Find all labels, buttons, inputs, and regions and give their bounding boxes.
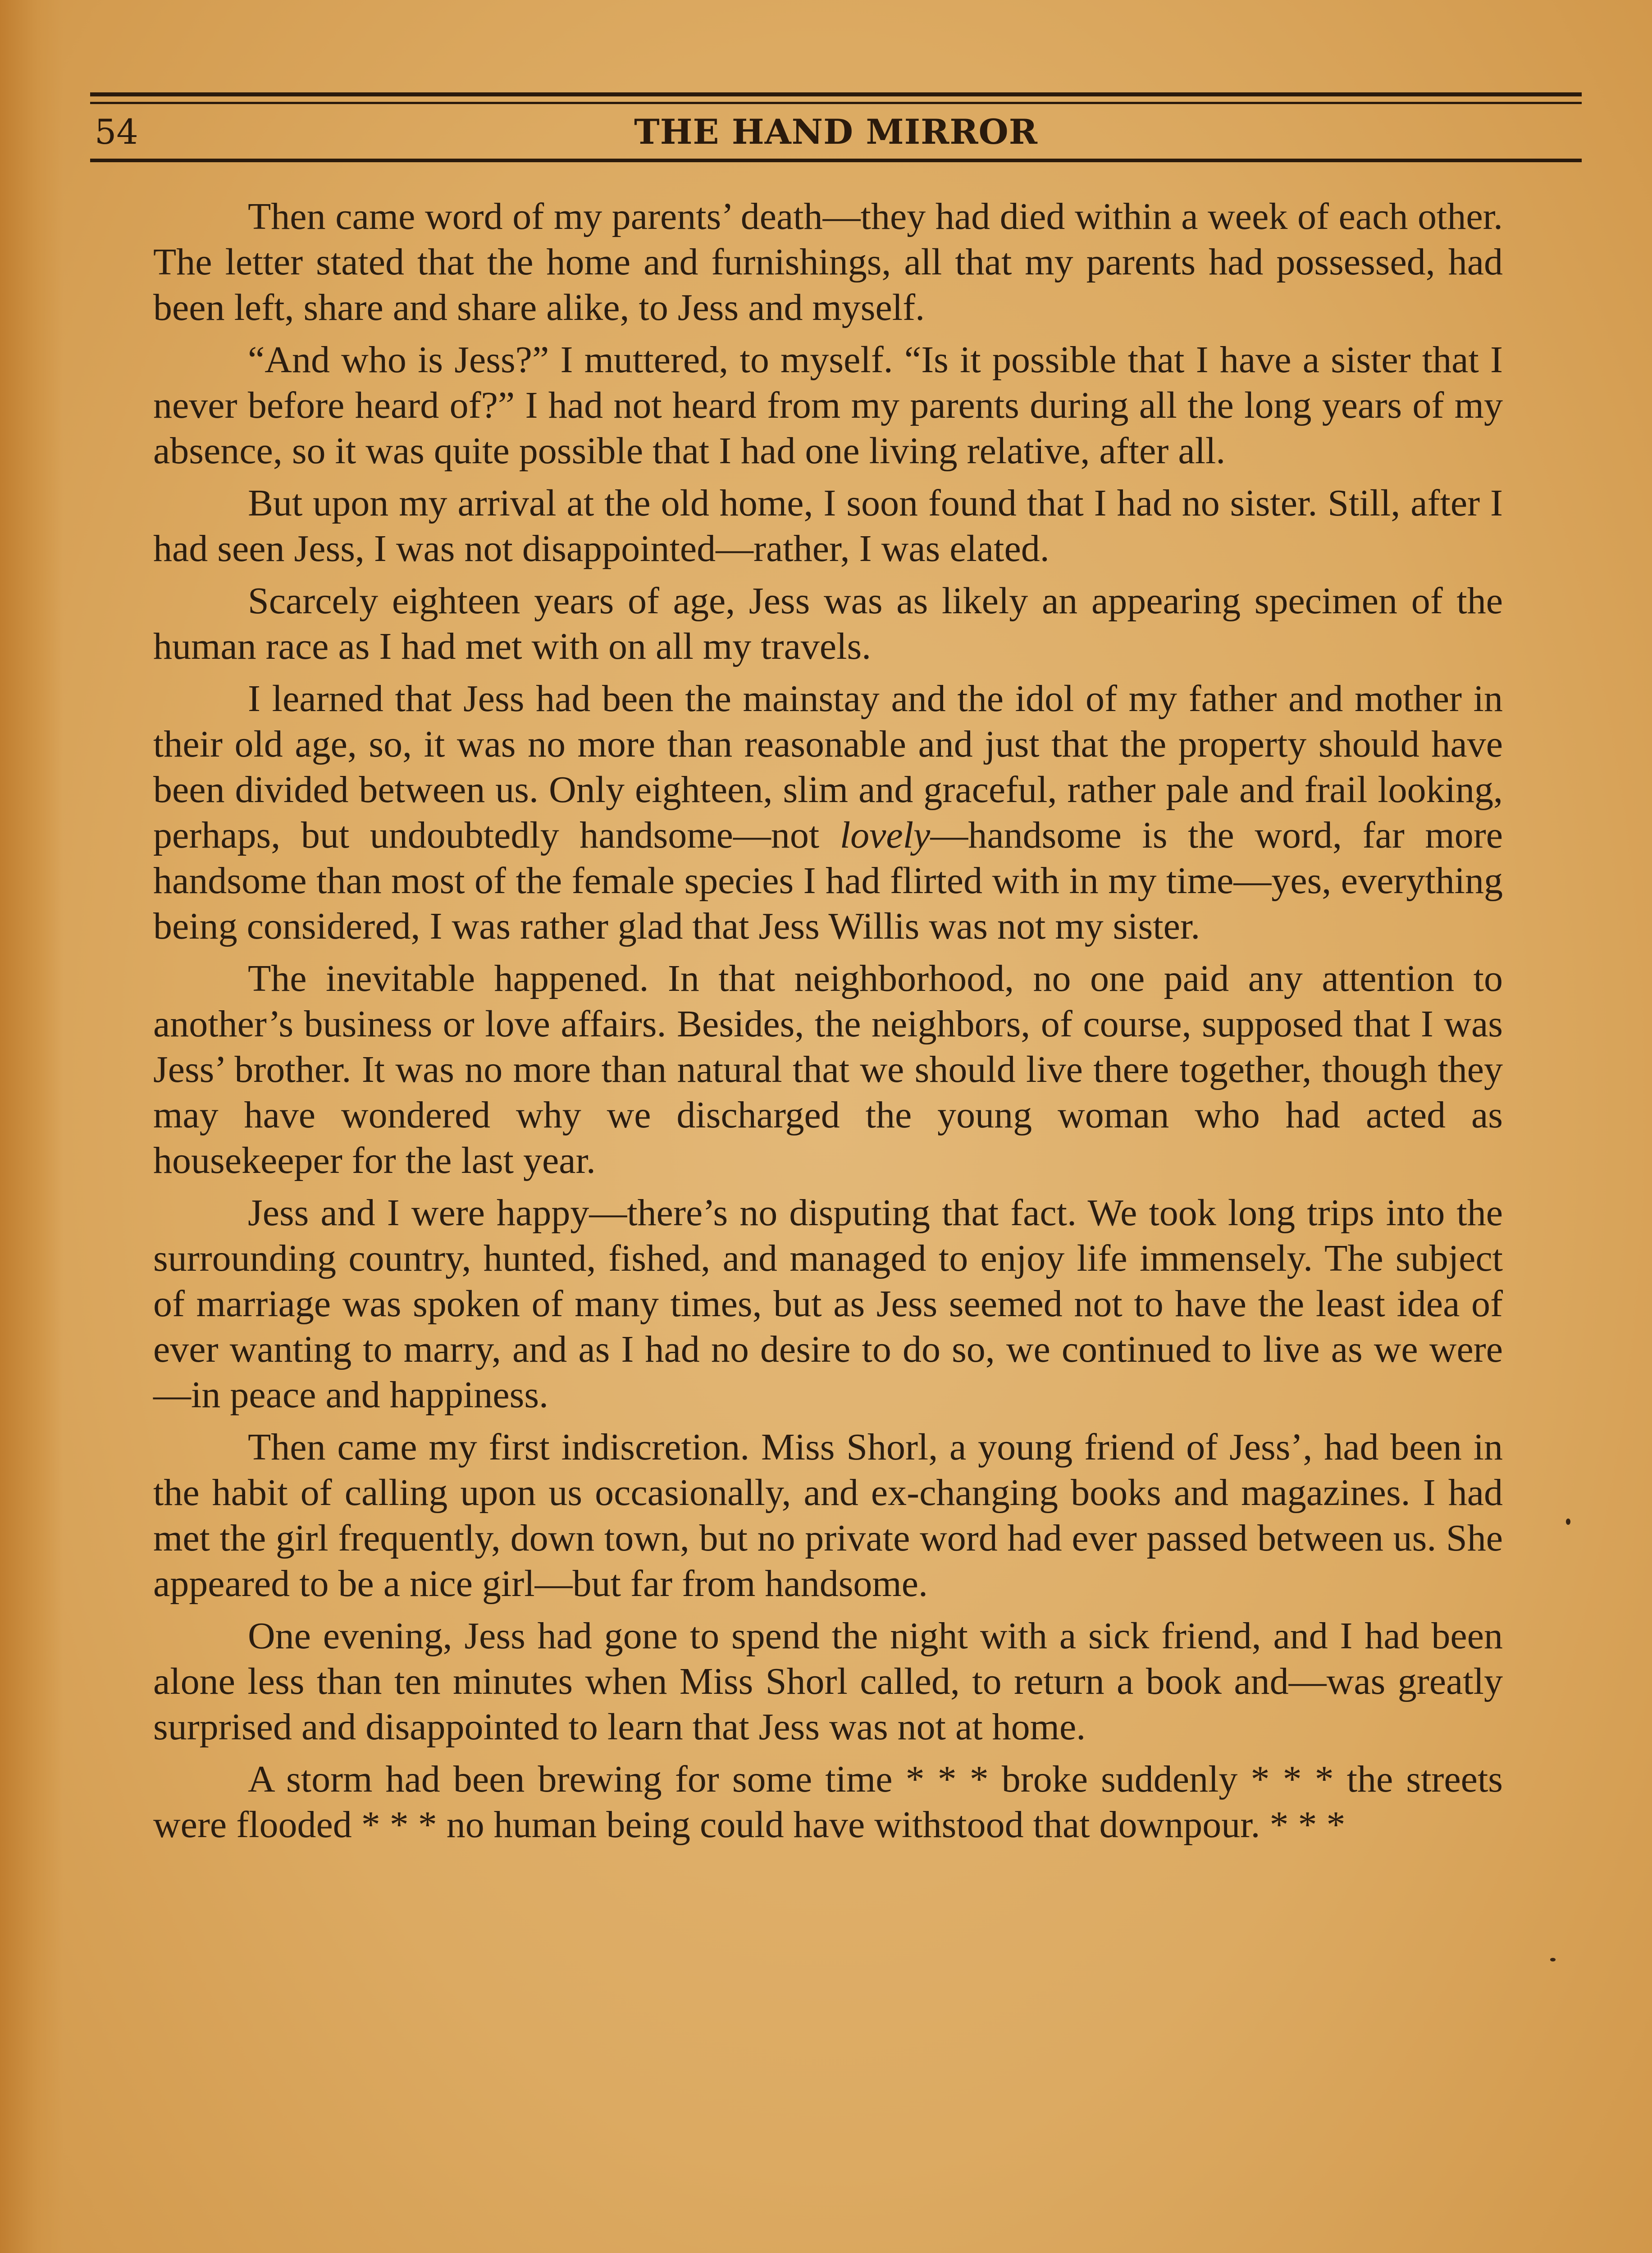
header-rule-bottom [90, 159, 1582, 162]
paragraph: The inevitable happened. In that neighborhood, no one paid any attention to another’s business or love affairs. Besides, the neighbors, of course, supposed that I was Jess’ brother. It was no more than natural that we should live there together, though they may have wondered why we discharged the young woman who had acted as housekeeper for the last year. [153, 958, 1503, 1181]
emphasis-text: lovely [840, 814, 931, 856]
running-title: THE HAND MIRROR [634, 112, 1038, 152]
page-header [90, 103, 1582, 157]
header-rule-top [90, 92, 1582, 96]
paragraph: Then came word of my parents’ death—they had died within a week of each other. The letter stated that the home and furnishings, all that my parents had possessed, had been left, share and share alike, to Jess and myself. [153, 196, 1503, 328]
paragraph: Jess and I were happy—there’s no disputing that fact. We took long trips into the surrounding country, hunted, fished, and managed to enjoy life immensely. The subject of marriage was spoken of many times, but as Jess seemed not to have the least idea of ever wanting to marry, and as I had no desire to do so, we continued to live as we were—in peace and happiness. [153, 1192, 1503, 1416]
paragraph: “And who is Jess?” I muttered, to myself. “Is it possible that I have a sister that I never before heard of?” I had not heard from my parents during all the long years of my absence, so it was quite possible that I had one living relative, after all. [153, 339, 1503, 472]
paper-speck [1566, 1519, 1570, 1525]
paragraph: Scarcely eighteen years of age, Jess was as likely an appearing specimen of the human race as I had met with on all my travels. [153, 580, 1503, 667]
paragraph: Then came my first indiscretion. Miss Shorl, a young friend of Jess’, had been in the habit of calling upon us occasionally, and ex-changing books and magazines. I had met the girl frequently, down town, but no private word had ever passed between us. She appeared to be a nice girl—but far from handsome. [153, 1426, 1503, 1605]
paragraph-text: —handsome is the word, far more handsome than most of the female species I had flirted with in my time—yes, everything being considered, I was rather glad that Jess Willis was not my sister. [153, 814, 1503, 947]
body-text [153, 194, 1503, 1854]
paragraph: A storm had been brewing for some time * * * broke suddenly * * * the streets were flooded * * * no human being could have withstood that downpour. * * * [153, 1758, 1503, 1846]
paragraph [153, 676, 1503, 949]
paragraph-text: I learned that Jess had been the mainstay and the idol of my father and mother in their old age, so, it was no more than reasonable and just that the property should have been divided between us. Only eighteen, slim and graceful, rather pale and frail looking, perhaps, but undoubtedly handsome—not [153, 678, 1503, 856]
paper-speck [1550, 1958, 1556, 1961]
paragraph: One evening, Jess had gone to spend the night with a sick friend, and I had been alone less than ten minutes when Miss Shorl called, to return a book and—was greatly surprised and disappointed to learn that Jess was not at home. [153, 1615, 1503, 1748]
page-number: 54 [95, 112, 138, 152]
page-edge-shading [0, 0, 63, 2253]
paragraph: But upon my arrival at the old home, I soon found that I had no sister. Still, after I had seen Jess, I was not disappointed—rather, I was elated. [153, 482, 1503, 570]
